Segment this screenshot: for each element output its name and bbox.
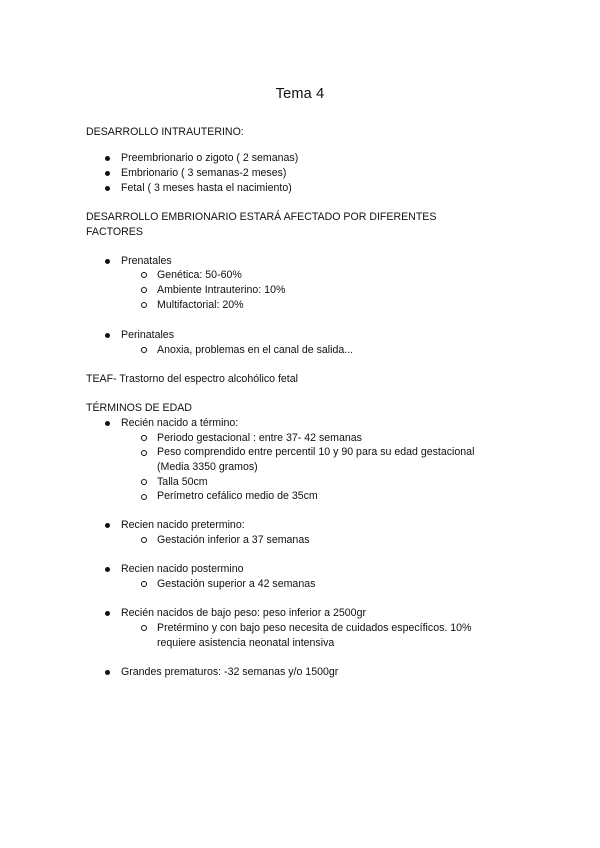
sub-bullet-circle — [141, 347, 147, 353]
list-item: Preembrionario o zigoto ( 2 semanas) — [121, 152, 299, 164]
bullet-dot — [105, 523, 110, 528]
bullet-dot — [105, 186, 110, 191]
sub-list-item: Genética: 50-60% — [157, 269, 242, 281]
sub-list-item: Perímetro cefálico medio de 35cm — [157, 490, 318, 502]
section-heading-desarrollo: DESARROLLO INTRAUTERINO: — [86, 126, 244, 138]
sub-bullet-circle — [141, 494, 147, 500]
list-item: Embrionario ( 3 semanas-2 meses) — [121, 167, 287, 179]
sub-list-item: Gestación superior a 42 semanas — [157, 578, 316, 590]
sub-bullet-circle — [141, 302, 147, 308]
sub-bullet-circle — [141, 287, 147, 293]
list-item-bajo-peso: Recién nacidos de bajo peso: peso inferior a 2500gr — [121, 607, 366, 619]
sub-list-item: Gestación inferior a 37 semanas — [157, 534, 310, 546]
sub-list-item-continuation: requiere asistencia neonatal intensiva — [157, 637, 335, 649]
section-heading-factores-line2: FACTORES — [86, 226, 143, 238]
bullet-dot — [105, 333, 110, 338]
teaf-paragraph: TEAF- Trastorno del espectro alcohólico fetal — [86, 373, 298, 385]
sub-bullet-circle — [141, 435, 147, 441]
sub-list-item: Multifactorial: 20% — [157, 299, 244, 311]
list-item: Fetal ( 3 meses hasta el nacimiento) — [121, 182, 292, 194]
sub-list-item-continuation: (Media 3350 gramos) — [157, 461, 258, 473]
page-title: Tema 4 — [275, 86, 325, 102]
section-heading-factores-line1: DESARROLLO EMBRIONARIO ESTARÁ AFECTADO POR DIFERENTES — [86, 211, 437, 223]
sub-list-item: Peso comprendido entre percentil 10 y 90 para su edad gestacional — [157, 446, 475, 458]
sub-bullet-circle — [141, 537, 147, 543]
list-item-perinatales: Perinatales — [121, 329, 174, 341]
bullet-dot — [105, 611, 110, 616]
bullet-dot — [105, 421, 110, 426]
sub-bullet-circle — [141, 581, 147, 587]
sub-list-item: Talla 50cm — [157, 476, 208, 488]
list-item-grandes-prematuros: Grandes prematuros: -32 semanas y/o 1500gr — [121, 666, 339, 678]
sub-list-item: Ambiente Intrauterino: 10% — [157, 284, 286, 296]
list-item-postermino: Recien nacido postermino — [121, 563, 244, 575]
list-item-pretermino: Recien nacido pretermino: — [121, 519, 245, 531]
sub-bullet-circle — [141, 479, 147, 485]
sub-bullet-circle — [141, 450, 147, 456]
section-heading-terminos: TÉRMINOS DE EDAD — [86, 402, 192, 414]
sub-bullet-circle — [141, 625, 147, 631]
bullet-dot — [105, 156, 110, 161]
bullet-dot — [105, 259, 110, 264]
sub-list-item: Periodo gestacional : entre 37- 42 semanas — [157, 432, 362, 444]
list-item-a-termino: Recién nacido a término: — [121, 417, 239, 429]
bullet-dot — [105, 670, 110, 675]
sub-list-item: Pretérmino y con bajo peso necesita de cuidados específicos. 10% — [157, 622, 472, 634]
sub-list-item: Anoxia, problemas en el canal de salida... — [157, 344, 354, 356]
bullet-dot — [105, 171, 110, 176]
bullet-dot — [105, 567, 110, 572]
list-item-prenatales: Prenatales — [121, 255, 172, 267]
sub-bullet-circle — [141, 272, 147, 278]
